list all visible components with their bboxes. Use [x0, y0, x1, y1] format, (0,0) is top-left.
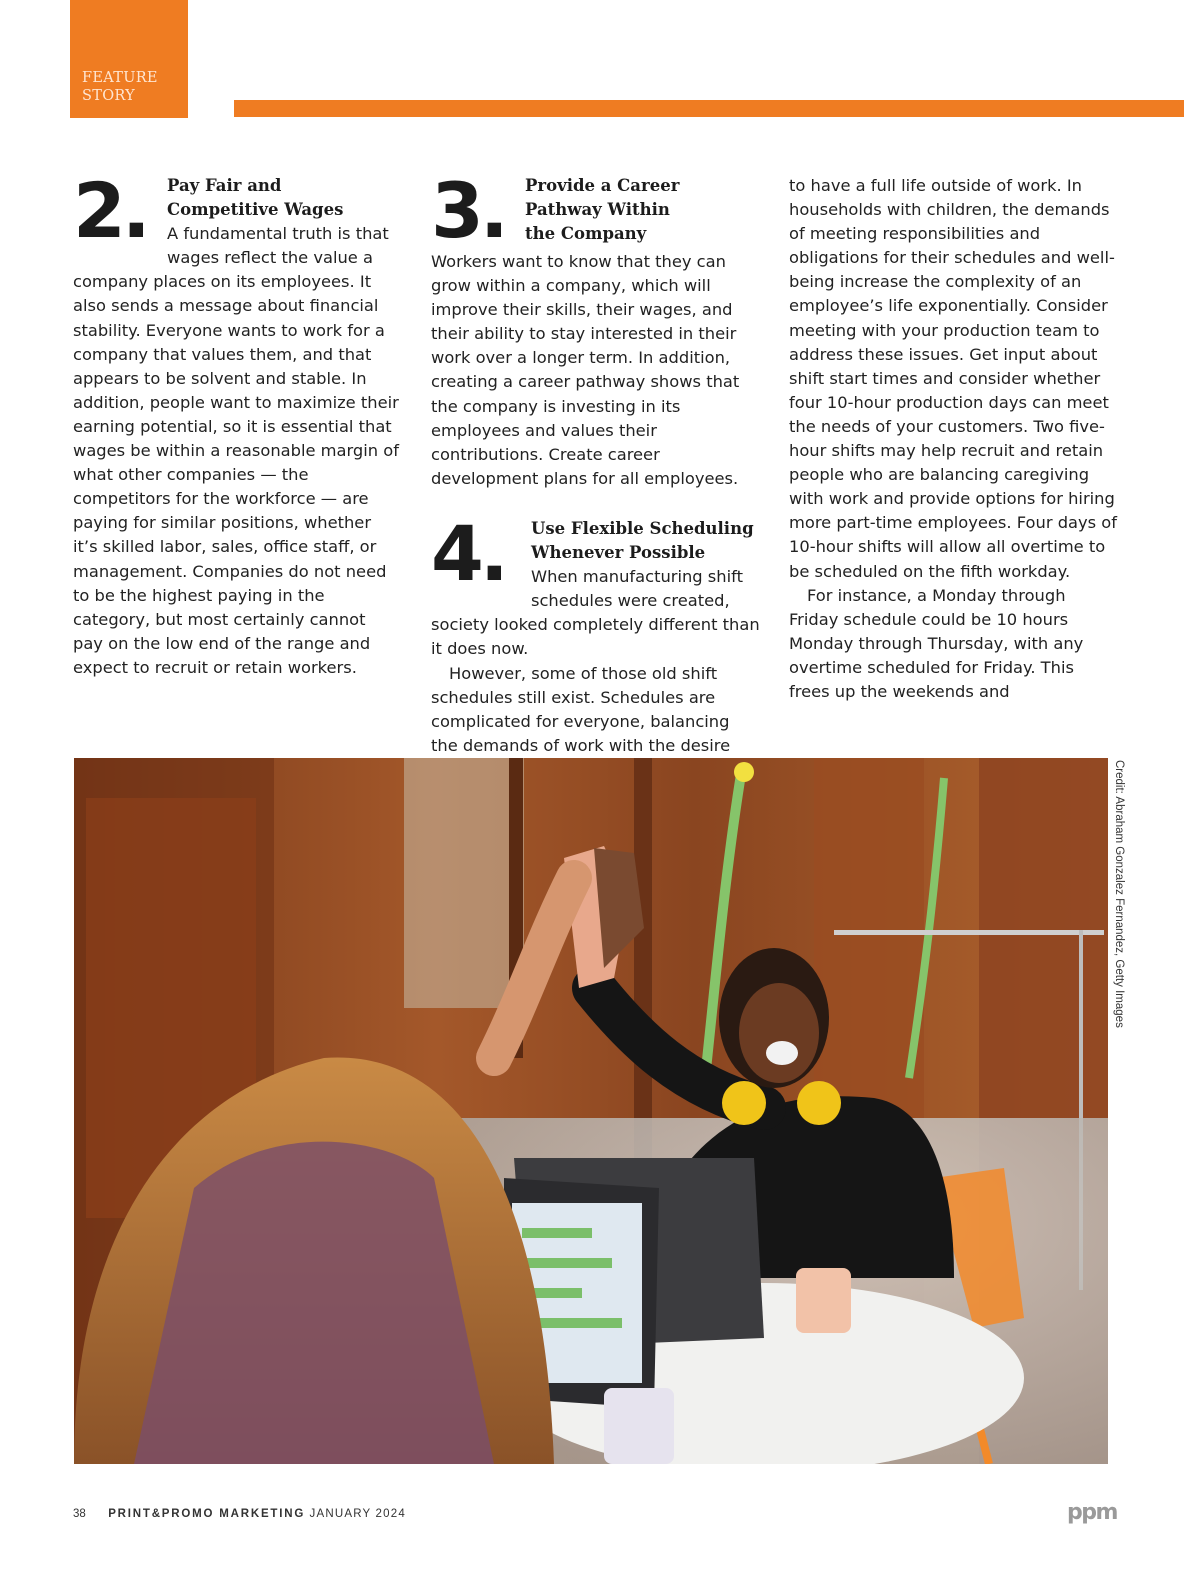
ppm-logo: ppm: [1067, 1500, 1117, 1525]
section-3-title-line3: the Company: [525, 224, 647, 244]
photo-credit-text: Credit: Abraham Gonzalez Fernandez, Getty Images: [1113, 760, 1125, 1028]
page-footer: [73, 1508, 406, 1520]
article-photo: [74, 758, 1108, 1464]
section-2-number: 2.: [73, 166, 147, 255]
header-rule: [234, 100, 1184, 117]
article-column-3: [789, 174, 1119, 704]
section-3-paragraph: Workers want to know that they can grow within a company, which will improve their skills, their wages, and their ability to stay interested in their work over a longer term. In addition, creating a career pathway shows that the company is investing in its employees and values their contributions. Create career development plans for all employees.: [431, 252, 740, 488]
section-2-paragraph: A fundamental truth is that wages reflect the value a company places on its employees. It also sends a message about financial stability. Everyone wants to work for a company that values them, and that appears to be solvent and stable. In addition, people want to maximize their earning potential, so it is essential that wages be within a reasonable margin of what other companies — the competitors for the workforce — are paying for similar positions, whether it’s skilled labor, sales, office staff, or management. Companies do not need to be the highest paying in the category, but most certainly cannot pay on the low end of the range and expect to recruit or retain workers.: [73, 224, 399, 677]
issue-date: JANUARY 2024: [309, 1508, 406, 1520]
section-2-title-line1: Pay Fair and: [167, 176, 282, 195]
magazine-name: PRINT&PROMO MARKETING: [108, 1508, 306, 1520]
section-4-paragraph-3: to have a full life outside of work. In households with children, the demands of meeting responsibilities and obligations for their schedules and well-being increase the complexity of an employee’s life exponentially. Consider meeting with your production team to address these issues. Get input about shift start times and consider whether four 10-hour production days can meet the needs of your customers. Two five-hour shifts may help recruit and retain people who are balancing caregiving with work and provide options for hiring more part-time employees. Four days of 10-hour shifts will allow all overtime to be scheduled on the fifth workday.: [789, 176, 1118, 581]
section-4-paragraph-4: For instance, a Monday through Friday schedule could be 10 hours Monday through Thursday, with any overtime scheduled for Friday. This frees up the weekends and: [789, 585, 1084, 701]
section-4-paragraph-2: However, some of those old shift schedules still exist. Schedules are complicated for everyone, balancing the demands of work with the desire: [431, 663, 731, 755]
photo-credit: [1112, 760, 1128, 1028]
section-2-title-line2: Competitive Wages: [167, 200, 344, 220]
section-3-title-line2: Pathway Within: [525, 200, 670, 220]
section-tag: [82, 69, 158, 105]
section-4-paragraph-1: When manufacturing shift schedules were created, society looked completely different than it does now.: [431, 567, 760, 659]
article-column-2: [431, 166, 761, 758]
section-4-number: 4.: [431, 508, 505, 598]
section-4-title-line1: Use Flexible Scheduling: [531, 518, 754, 538]
section-3-number: 3.: [431, 166, 505, 255]
high-five-photo-illustration: [74, 758, 1108, 1464]
section-tag-line1: FEATURE: [82, 70, 158, 86]
article-column-1: [73, 166, 399, 680]
section-3-title-line1: Provide a Career: [525, 176, 680, 195]
section-tag-line2: STORY: [82, 88, 136, 104]
section-4-title-line2: Whenever Possible: [531, 543, 706, 563]
page-number: 38: [73, 1508, 86, 1520]
